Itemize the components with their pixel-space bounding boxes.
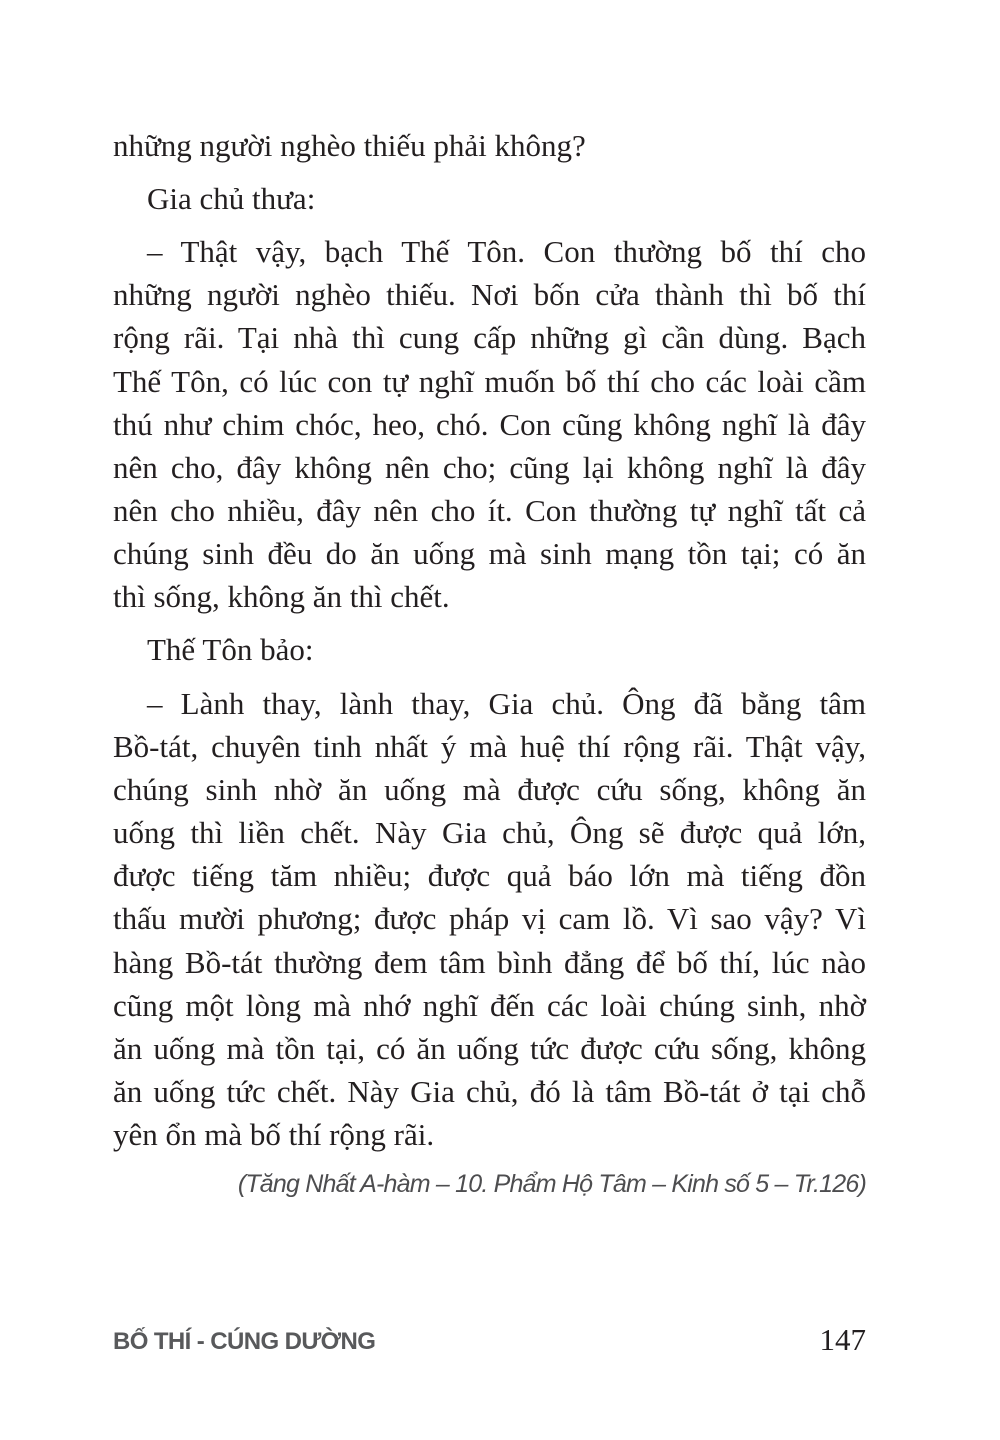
text-line: được tiếng tăm nhiều; được quả báo lớn mà tiếng đồn: [113, 858, 866, 893]
page-number: 147: [819, 1322, 866, 1357]
text-line: thấu mười phương; được pháp vị cam lồ. Vì sao vậy? Vì: [113, 901, 866, 936]
running-footer-title: BỐ THÍ - CÚNG DƯỜNG: [113, 1328, 376, 1355]
text-line: uống thì liền chết. Này Gia chủ, Ông sẽ được quả lớn,: [113, 815, 866, 850]
text-line: những người nghèo thiếu phải không?: [113, 128, 586, 163]
speaker-line: Thế Tôn bảo:: [147, 632, 314, 667]
text-line: ăn uống mà tồn tại, có ăn uống tức được cứu sống, không: [113, 1031, 866, 1066]
speaker-line: Gia chủ thưa:: [147, 181, 316, 216]
text-line: nên cho nhiều, đây nên cho ít. Con thường tự nghĩ tất cả: [113, 493, 866, 528]
text-line: – Thật vậy, bạch Thế Tôn. Con thường bố thí cho: [147, 234, 866, 269]
text-line: cũng một lòng mà nhớ nghĩ đến các loài chúng sinh, nhờ: [113, 988, 866, 1023]
text-line: Thế Tôn, có lúc con tự nghĩ muốn bố thí cho các loài cầm: [113, 364, 866, 399]
text-line: chúng sinh nhờ ăn uống mà được cứu sống, không ăn: [113, 772, 866, 807]
text-line: ăn uống tức chết. Này Gia chủ, đó là tâm Bồ-tát ở tại chỗ: [113, 1074, 866, 1109]
text-line: – Lành thay, lành thay, Gia chủ. Ông đã bằng tâm: [147, 686, 866, 721]
citation: (Tăng Nhất A-hàm – 10. Phẩm Hộ Tâm – Kinh số 5 – Tr.126): [237, 1170, 866, 1198]
text-line: thú như chim chóc, heo, chó. Con cũng không nghĩ là đây: [113, 407, 866, 442]
text-line: yên ổn mà bố thí rộng rãi.: [113, 1117, 435, 1152]
text-line: hàng Bồ-tát thường đem tâm bình đẳng để bố thí, lúc nào: [113, 945, 866, 980]
text-line: chúng sinh đều do ăn uống mà sinh mạng tồn tại; có ăn: [113, 536, 866, 571]
text-line: những người nghèo thiếu. Nơi bốn cửa thành thì bố thí: [113, 277, 866, 312]
text-line: rộng rãi. Tại nhà thì cung cấp những gì cần dùng. Bạch: [113, 320, 866, 355]
text-line: nên cho, đây không nên cho; cũng lại không nghĩ là đây: [113, 450, 866, 485]
text-line: thì sống, không ăn thì chết.: [113, 579, 450, 614]
text-line: Bồ-tát, chuyên tinh nhất ý mà huệ thí rộng rãi. Thật vậy,: [113, 729, 866, 764]
